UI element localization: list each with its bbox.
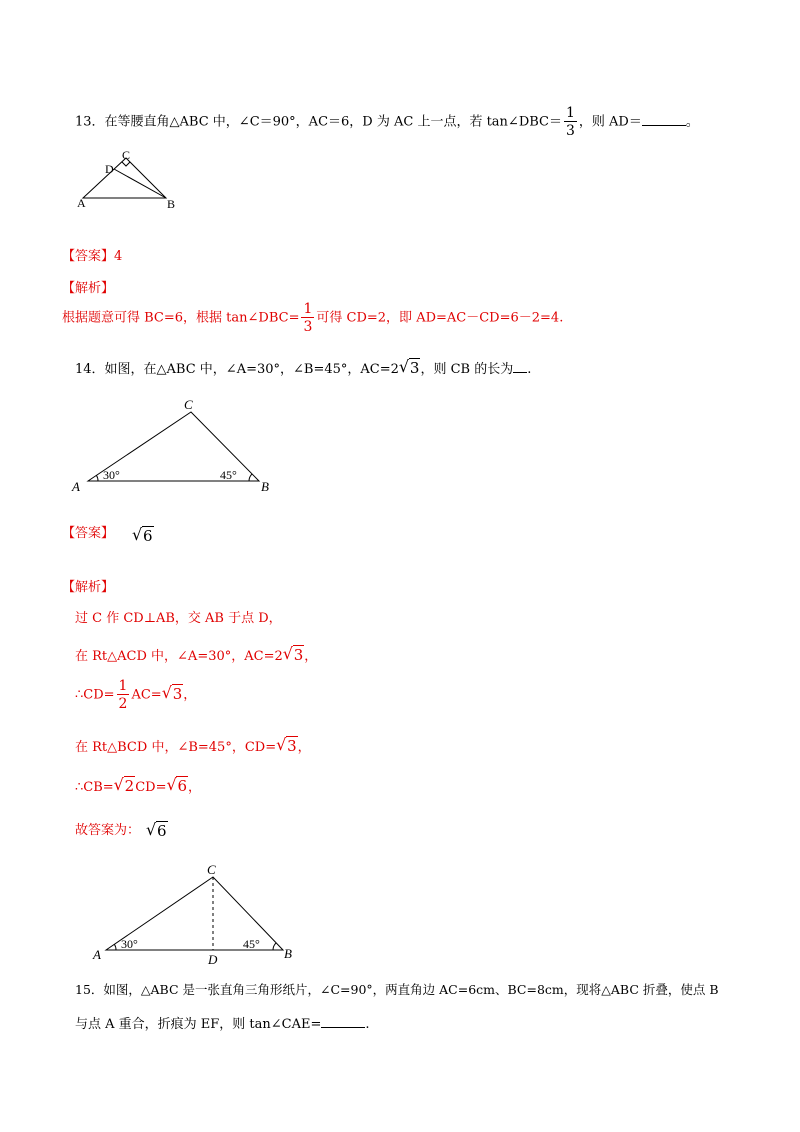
q14-answer-blank <box>513 371 527 373</box>
q14-analysis-line3 <box>75 679 196 711</box>
q13-answer-value: 4 <box>114 249 123 264</box>
q14-line3-text-c: ， <box>183 687 197 703</box>
q14-line3-frac-num: 1 <box>118 678 128 694</box>
q14-line3-sqrt: √ 3 <box>161 682 183 703</box>
q14-line5-text-c: ， <box>188 780 202 795</box>
q14-line6-sqrt-value: 6 <box>157 822 167 840</box>
q14-line5-text-b: CD= <box>135 780 167 795</box>
q14-fig2-label-c: C <box>207 862 216 877</box>
q13-analysis-frac-num: 1 <box>303 301 313 317</box>
q13-analysis-fraction <box>301 302 314 334</box>
q13-label-c: C <box>122 148 131 162</box>
q14-fig2-label-b: B <box>284 946 292 961</box>
q13-text-b: ，则 AD＝ <box>578 114 642 130</box>
q14-label-a: A <box>72 479 80 494</box>
q14-stem <box>75 358 531 377</box>
q14-line2-sqrt: √ 3 <box>282 644 304 664</box>
q13-figure <box>70 140 190 215</box>
q14-line3-frac-den: 2 <box>118 696 128 712</box>
q13-answer <box>62 245 122 264</box>
q15-line2 <box>75 1013 370 1032</box>
q14-label-c: C <box>184 397 193 412</box>
q14-line3-sqrt-value: 3 <box>172 684 183 703</box>
q14-angle-a-label: 30° <box>103 468 120 482</box>
q14-line2-text-a: 在 Rt△ACD 中，∠A=30°，AC=2 <box>75 649 283 664</box>
q13-frac-den: 3 <box>565 123 575 139</box>
q14-fig2-label-d: D <box>208 952 218 967</box>
q14-line4-text-b: ， <box>297 740 311 755</box>
q14-line4-sqrt: √ 3 <box>276 735 297 755</box>
q14-fig2-angle-b-arc <box>273 943 276 950</box>
q14-line3-fraction <box>117 679 130 711</box>
q13-frac-num: 1 <box>565 105 575 121</box>
q15-text-b: . <box>365 1017 370 1032</box>
q14-answer-label: 【答案】 <box>62 526 115 541</box>
q14-line2-text-b: ， <box>304 649 318 664</box>
q13-answer-blank <box>642 124 686 126</box>
q14-line4-sqrt-value: 3 <box>287 737 297 755</box>
q14-fig2-label-a: A <box>93 947 101 962</box>
q13-answer-label: 【答案】 <box>62 249 115 264</box>
q14-final-answer <box>146 822 168 840</box>
q13-label-a: A <box>77 196 86 210</box>
q14-angle-a-arc <box>97 476 99 482</box>
q13-fraction <box>564 106 577 138</box>
q15-text-a: 与点 A 重合，折痕为 EF，则 tan∠CAE= <box>75 1017 322 1032</box>
q14-answer <box>62 522 114 541</box>
q15-line1: 15．如图，△ABC 是一张直角三角形纸片，∠C=90°，两直角边 AC=6cm、BC=8cm，现将△ABC 折叠，使点 B <box>75 982 719 997</box>
q14-answer-sqrt: √ 6 <box>132 525 153 545</box>
q14-label-b: B <box>261 479 269 494</box>
q14-fig2-angle-a-label: 30° <box>121 937 138 951</box>
q14-analysis-line1: 过 C 作 CD⊥AB，交 AB 于点 D， <box>75 611 282 626</box>
q13-analysis <box>62 302 563 334</box>
q14-line5-sqrt-2: √ 6 <box>166 775 188 795</box>
q14-analysis-label: 【解析】 <box>62 580 115 595</box>
q14-line3-text-b: AC= <box>131 687 162 703</box>
q14-line6-sqrt: √ 6 <box>146 820 167 840</box>
q13-text: 13．在等腰直角△ABC 中，∠C＝90°，AC＝6，D 为 AC 上一点，若 tan∠DBC＝ <box>75 114 562 130</box>
q13-stem <box>75 106 699 138</box>
q14-analysis-line2 <box>75 645 317 664</box>
q14-line2-sqrt-value: 3 <box>293 646 304 664</box>
q14-figure <box>70 395 280 495</box>
q14-text-c: . <box>527 362 532 377</box>
q14-sqrt: √ 3 <box>398 357 420 377</box>
q14-line5-sqrt-1: √ 2 <box>113 775 135 795</box>
q14-line5-sqrt-2-value: 6 <box>177 777 188 795</box>
q13-analysis-text-b: 可得 CD=2，即 AD=AC－CD=6－2=4. <box>316 310 564 326</box>
q14-line5-text-a: ∴CB= <box>75 780 114 795</box>
q14-figure-2 <box>88 860 298 968</box>
q13-label-b: B <box>167 197 176 211</box>
q13-segment-db <box>114 169 166 198</box>
q13-analysis-label: 【解析】 <box>62 281 115 296</box>
q14-angle-b-label: 45° <box>220 468 237 482</box>
q13-analysis-text-a: 根据题意可得 BC=6，根据 tan∠DBC= <box>62 310 300 326</box>
q14-analysis-line5 <box>75 776 201 795</box>
q14-line3-text-a: ∴CD= <box>75 687 115 703</box>
q14-text-a: 14．如图，在△ABC 中，∠A=30°，∠B=45°，AC=2 <box>75 362 399 377</box>
q14-fig2-angle-a-arc <box>115 945 117 951</box>
q13-text-c: 。 <box>685 114 699 130</box>
q14-analysis-line4 <box>75 736 311 755</box>
q14-analysis-line6: 故答案为： <box>75 823 141 838</box>
q14-line5-sqrt-1-value: 2 <box>124 777 135 795</box>
q14-line4-text-a: 在 Rt△BCD 中，∠B=45°，CD= <box>75 740 277 755</box>
q14-fig2-angle-b-label: 45° <box>243 937 260 951</box>
q13-right-angle-mark <box>122 162 130 166</box>
q13-label-d: D <box>105 162 114 176</box>
q13-analysis-frac-den: 3 <box>303 319 313 335</box>
q15-answer-blank <box>321 1026 365 1028</box>
q14-answer-value <box>132 527 154 545</box>
q14-sqrt-value: 3 <box>409 359 420 377</box>
q14-answer-sqrt-value: 6 <box>143 527 153 545</box>
q14-angle-b-arc <box>249 474 252 481</box>
q14-text-b: ，则 CB 的长为 <box>420 362 514 377</box>
